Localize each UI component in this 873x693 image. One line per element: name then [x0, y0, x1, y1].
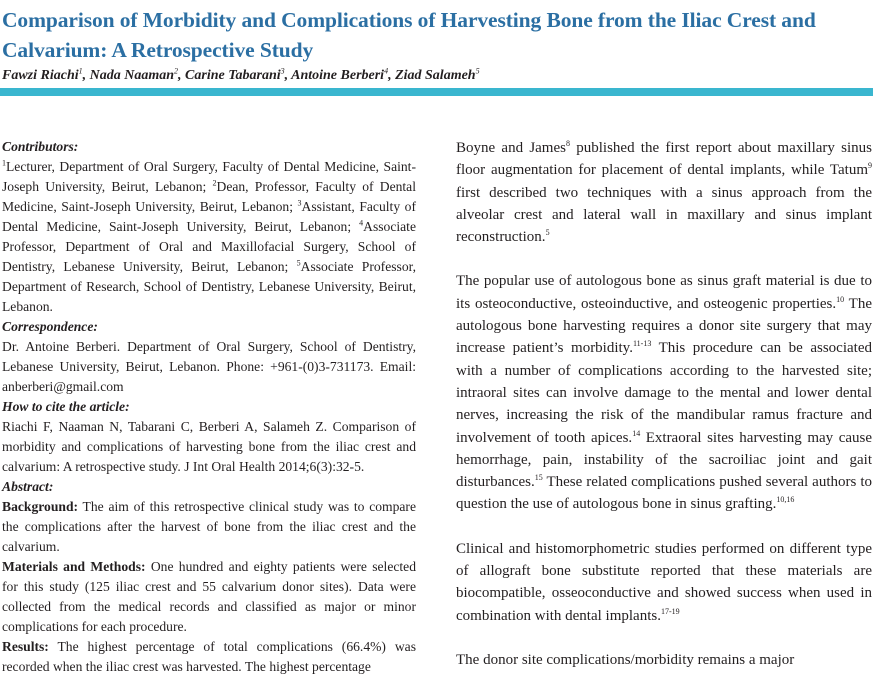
affiliation-number: 3 [297, 198, 302, 208]
citation-ref: 11-13 [632, 339, 652, 349]
author-affiliation-number: 1 [78, 66, 83, 76]
body-text: The autologous bone harvesting requires a donor site surgery that may increase patient’s morbidity. [456, 295, 872, 357]
citation-ref: 10 [836, 294, 845, 304]
citation-ref: 14 [632, 428, 641, 438]
body-text: This procedure can be associated with a number of complications according to the harvested site; intraoral sites can involve damage to the mental and lower dental nerves, increasing the risk of the mandibular ramus fracture and involvement of tooth apices. [456, 340, 872, 446]
results-text: The highest percentage of total complications (66.4%) was recorded when the iliac crest was harvested. The highest percentage [2, 639, 416, 674]
body-text: Extraoral sites harvesting may cause hemorrhage, pain, instability of the sacroiliac joint and gait disturbances. [456, 429, 873, 491]
affiliation-text: Assistant, Faculty of Dental Medicine, Saint-Joseph University, Beirut, Lebanon; [2, 199, 416, 234]
body-paragraph-3 [456, 538, 872, 627]
citation-ref: 15 [534, 473, 543, 483]
cite-heading: How to cite the article: [2, 399, 130, 414]
body-text: These related complications pushed several authors to question the use of autologous bone in sinus grafting. [456, 474, 872, 513]
body-text: first described two techniques with a sinus approach from the alveolar crest and lateral wall in maxillary and sinus implant reconstruction. [456, 184, 872, 246]
background-text: The aim of this retrospective clinical study was to compare the complications after the harvest of bone from the iliac crest and the calvarium. [2, 499, 416, 554]
author-affiliation-number: 5 [475, 66, 480, 76]
body-paragraph-1 [456, 137, 872, 248]
methods-text: One hundred and eighty patients were selected for this study (125 iliac crest and 55 calvarium donor sites). Data were collected from the medical records and classified as major or minor complications for each procedure. [2, 559, 416, 634]
author-list: Fawzi Riachi$^1$, Nada Naaman$^2$, Carine Tabarani$^3$, Antoine Berberi$^4$, Ziad Salameh$^5$ [2, 66, 480, 83]
citation-ref: 9 [868, 161, 872, 171]
author-name: Antoine Berberi [291, 68, 385, 83]
affiliation-text: Associate Professor, Department of Research, School of Dentistry, Lebanese University, Beirut, Lebanon. [2, 259, 416, 314]
author-affiliation-number: 2 [174, 66, 179, 76]
abstract-heading: Abstract: [2, 479, 54, 494]
author-name: Fawzi Riachi [2, 68, 79, 83]
author-name: Ziad Salameh [395, 68, 476, 83]
body-text: The popular use of autologous bone as sinus graft material is due to its osteoconductive, osteoinductive, and osteogenic properties. [456, 273, 872, 312]
background-label: Background: [2, 499, 79, 514]
left-column [2, 137, 416, 677]
citation-ref: 17-19 [660, 606, 680, 616]
affiliation-number: 4 [359, 218, 364, 228]
author-affiliation-number: 4 [384, 66, 389, 76]
methods-label: Materials and Methods: [2, 559, 146, 574]
body-paragraph-2 [456, 270, 872, 515]
results-label: Results: [2, 639, 49, 654]
abstract-results [2, 637, 416, 677]
header-rule [0, 88, 873, 96]
cite-text: Riachi F, Naaman N, Tabarani C, Berberi A, Salameh Z. Comparison of morbidity and complications of harvesting bone from the iliac crest and calvarium: A retrospective study. J Int Oral Health 2014;6(3):32-5. [2, 419, 416, 474]
author-name: Nada Naaman [89, 68, 175, 83]
body-text: Clinical and histomorphometric studies performed on different type of allograft bone substitute reported that these materials are biocompatible, osseoconductive and showed success when used in combination with dental implants. [456, 540, 872, 624]
affiliation-text: Associate Professor, Department of Oral and Maxillofacial Surgery, School of Dentistry, Lebanese University, Beirut, Lebanon; [2, 219, 416, 274]
affiliation-number: 1 [2, 158, 6, 168]
affiliation-number: 5 [296, 258, 301, 268]
citation-ref: 5 [545, 228, 550, 238]
affiliation-text: Lecturer, Department of Oral Surgery, Faculty of Dental Medicine, Saint-Joseph University, Beirut, Lebanon; [2, 159, 416, 194]
body-paragraph-4 [456, 649, 872, 671]
abstract-background [2, 497, 416, 557]
article-title: Comparison of Morbidity and Complications of Harvesting Bone from the Iliac Crest and Calvarium: A Retrospective Study [2, 8, 816, 62]
body-text: The donor site complications/morbidity remains a major [456, 651, 795, 668]
body-text: published the first report about maxillary sinus floor augmentation for placement of dental implants, while Tatum [456, 140, 873, 179]
contributors-text [2, 157, 416, 317]
citation-ref: 8 [565, 139, 570, 148]
abstract-methods [2, 557, 416, 637]
author-affiliation-number: 3 [280, 66, 285, 76]
affiliation-number: 2 [212, 178, 217, 188]
right-column [456, 137, 872, 693]
author-name: Carine Tabarani [185, 68, 281, 83]
correspondence-text: Dr. Antoine Berberi. Department of Oral Surgery, School of Dentistry, Lebanese University, Beirut, Lebanon. Phone: +961-(0)3-731173. Email: anberberi@gmail.com [2, 339, 416, 394]
contributors-heading: Contributors: [2, 139, 79, 154]
body-text: Boyne and James [456, 140, 566, 156]
citation-ref: 10,16 [776, 495, 795, 505]
correspondence-heading: Correspondence: [2, 319, 98, 334]
affiliation-text: Dean, Professor, Faculty of Dental Medicine, Saint-Joseph University, Beirut, Lebanon; [2, 179, 416, 214]
